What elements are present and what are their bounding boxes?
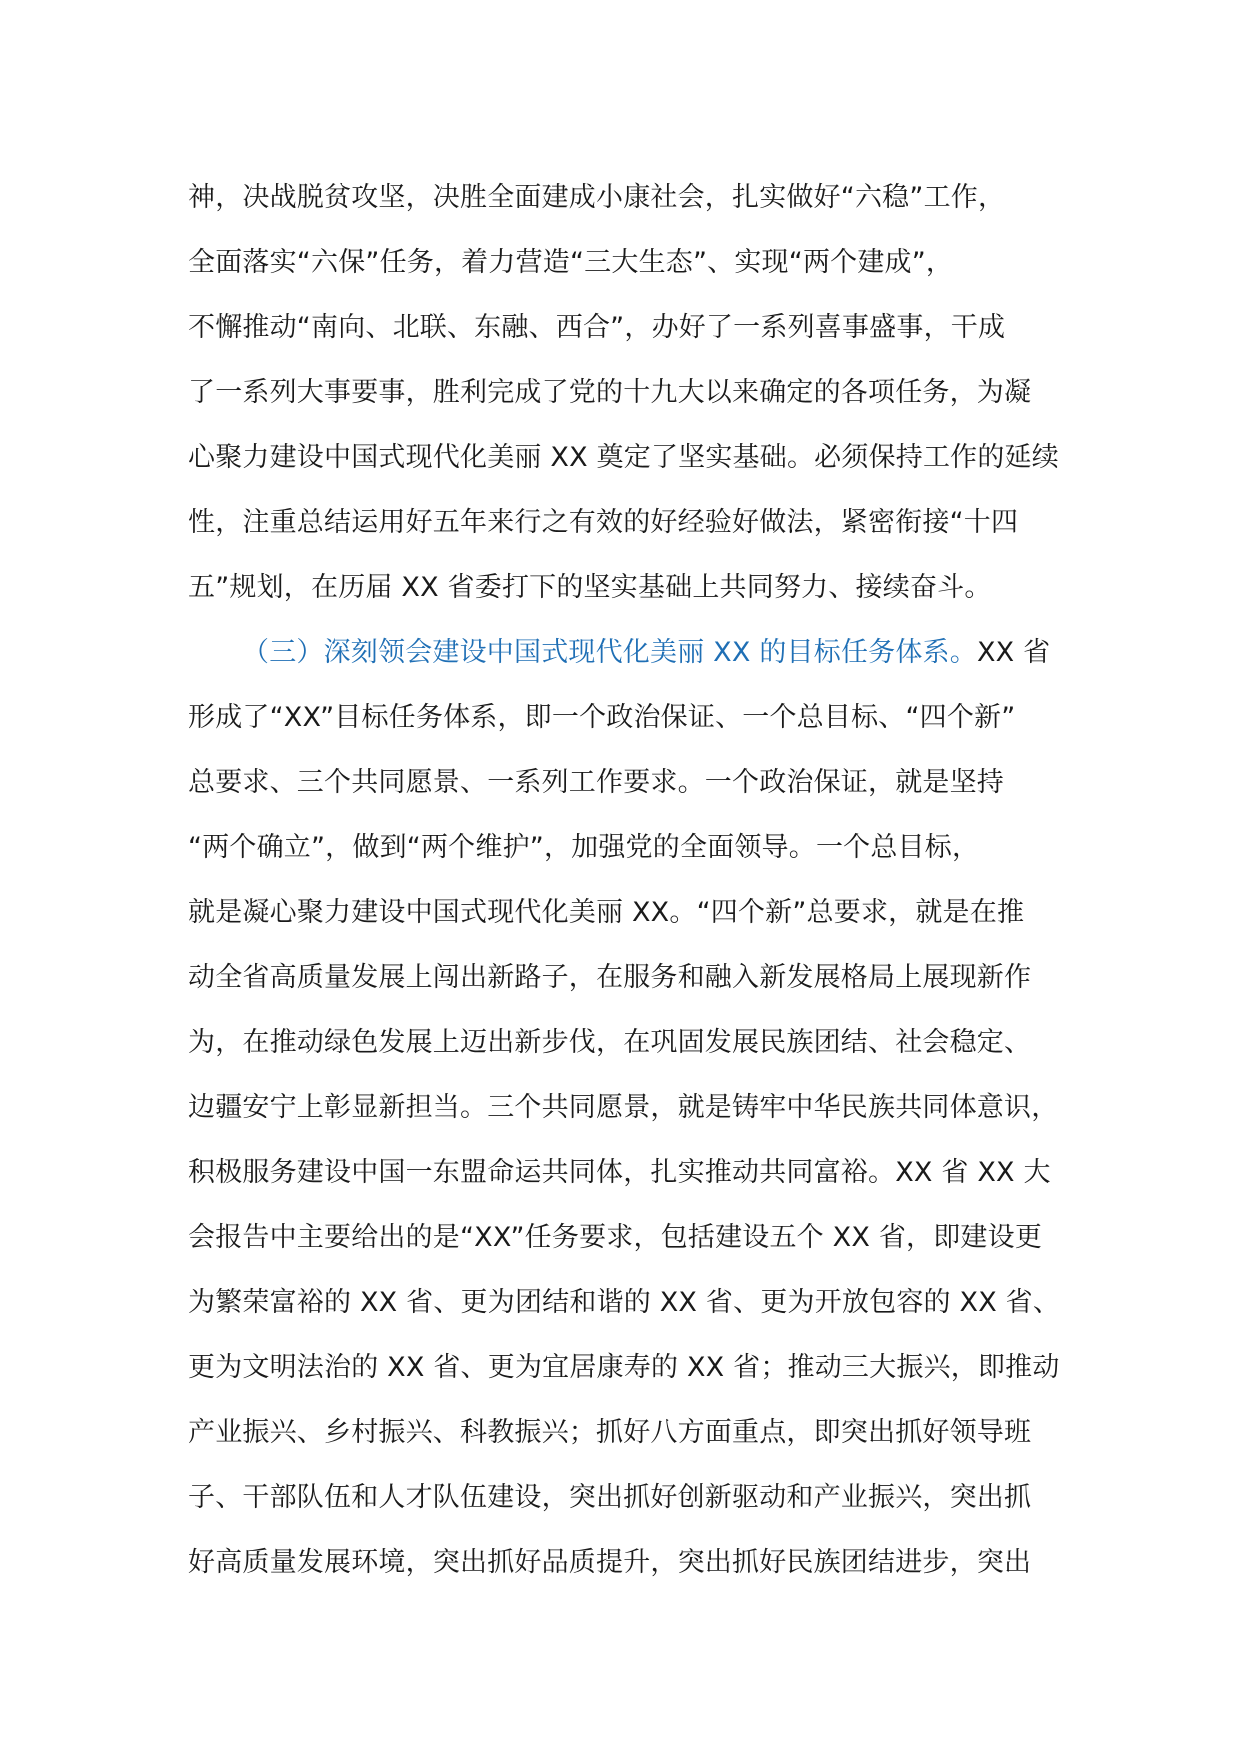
paragraph-2-first-line xyxy=(188,625,1068,690)
text-line: 积极服务建设中国一东盟命运共同体，扎实推动共同富裕。XX 省 XX 大 xyxy=(188,1157,1051,1188)
text-line: 好高质量发展环境，突出抓好品质提升，突出抓好民族团结进步，突出 xyxy=(188,1547,1032,1578)
text-line: “两个确立”，做到“两个维护”，加强党的全面领导。一个总目标， xyxy=(188,832,980,863)
text-line: 神，决战脱贫攻坚，决胜全面建成小康社会，扎实做好“六稳”工作， xyxy=(188,182,1006,213)
paragraph-1 xyxy=(188,170,1068,625)
text-line: 为，在推动绿色发展上迈出新步伐，在巩固发展民族团结、社会稳定、 xyxy=(188,1027,1032,1058)
text-line: 子、干部队伍和人才队伍建设，突出抓好创新驱动和产业振兴，突出抓 xyxy=(188,1482,1032,1513)
document-body xyxy=(188,170,1068,1600)
text-line: 心聚力建设中国式现代化美丽 XX 奠定了坚实基础。必须保持工作的延续 xyxy=(188,442,1059,473)
text-line: 不懈推动“南向、北联、东融、西合”，办好了一系列喜事盛事，干成 xyxy=(188,312,1006,343)
text-line: 全面落实“六保”任务，着力营造“三大生态”、实现“两个建成”， xyxy=(188,247,954,278)
text-line: 性，注重总结运用好五年来行之有效的好经验好做法，紧密衔接“十四 xyxy=(188,507,1019,538)
text-line: 更为文明法治的 XX 省、更为宜居康寿的 XX 省；推动三大振兴，即推动 xyxy=(188,1352,1060,1383)
text-line: 了一系列大事要事，胜利完成了党的十九大以来确定的各项任务，为凝 xyxy=(188,377,1032,408)
text-line: 产业振兴、乡村振兴、科教振兴；抓好八方面重点，即突出抓好领导班 xyxy=(188,1417,1032,1448)
text-line: 就是凝心聚力建设中国式现代化美丽 XX。“四个新”总要求，就是在推 xyxy=(188,897,1025,928)
heading-line-continuation: XX 省 xyxy=(976,637,1051,668)
paragraph-2 xyxy=(188,625,1068,1600)
text-line: 总要求、三个共同愿景、一系列工作要求。一个政治保证，就是坚持 xyxy=(188,767,1004,798)
text-line: 五”规划，在历届 XX 省委打下的坚实基础上共同努力、接续奋斗。 xyxy=(188,572,992,603)
text-line: 边疆安宁上彰显新担当。三个共同愿景，就是铸牢中华民族共同体意识， xyxy=(188,1092,1059,1123)
text-line: 动全省高质量发展上闯出新路子，在服务和融入新发展格局上展现新作 xyxy=(188,962,1032,993)
text-line: 会报告中主要给出的是“XX”任务要求，包括建设五个 XX 省，即建设更 xyxy=(188,1222,1043,1253)
section-heading: （三）深刻领会建设中国式现代化美丽 XX 的目标任务体系。 xyxy=(242,637,977,668)
text-line: 为繁荣富裕的 XX 省、更为团结和谐的 XX 省、更为开放包容的 XX 省、 xyxy=(188,1287,1061,1318)
text-line: 形成了“XX”目标任务体系，即一个政治保证、一个总目标、“四个新” xyxy=(188,702,1016,733)
